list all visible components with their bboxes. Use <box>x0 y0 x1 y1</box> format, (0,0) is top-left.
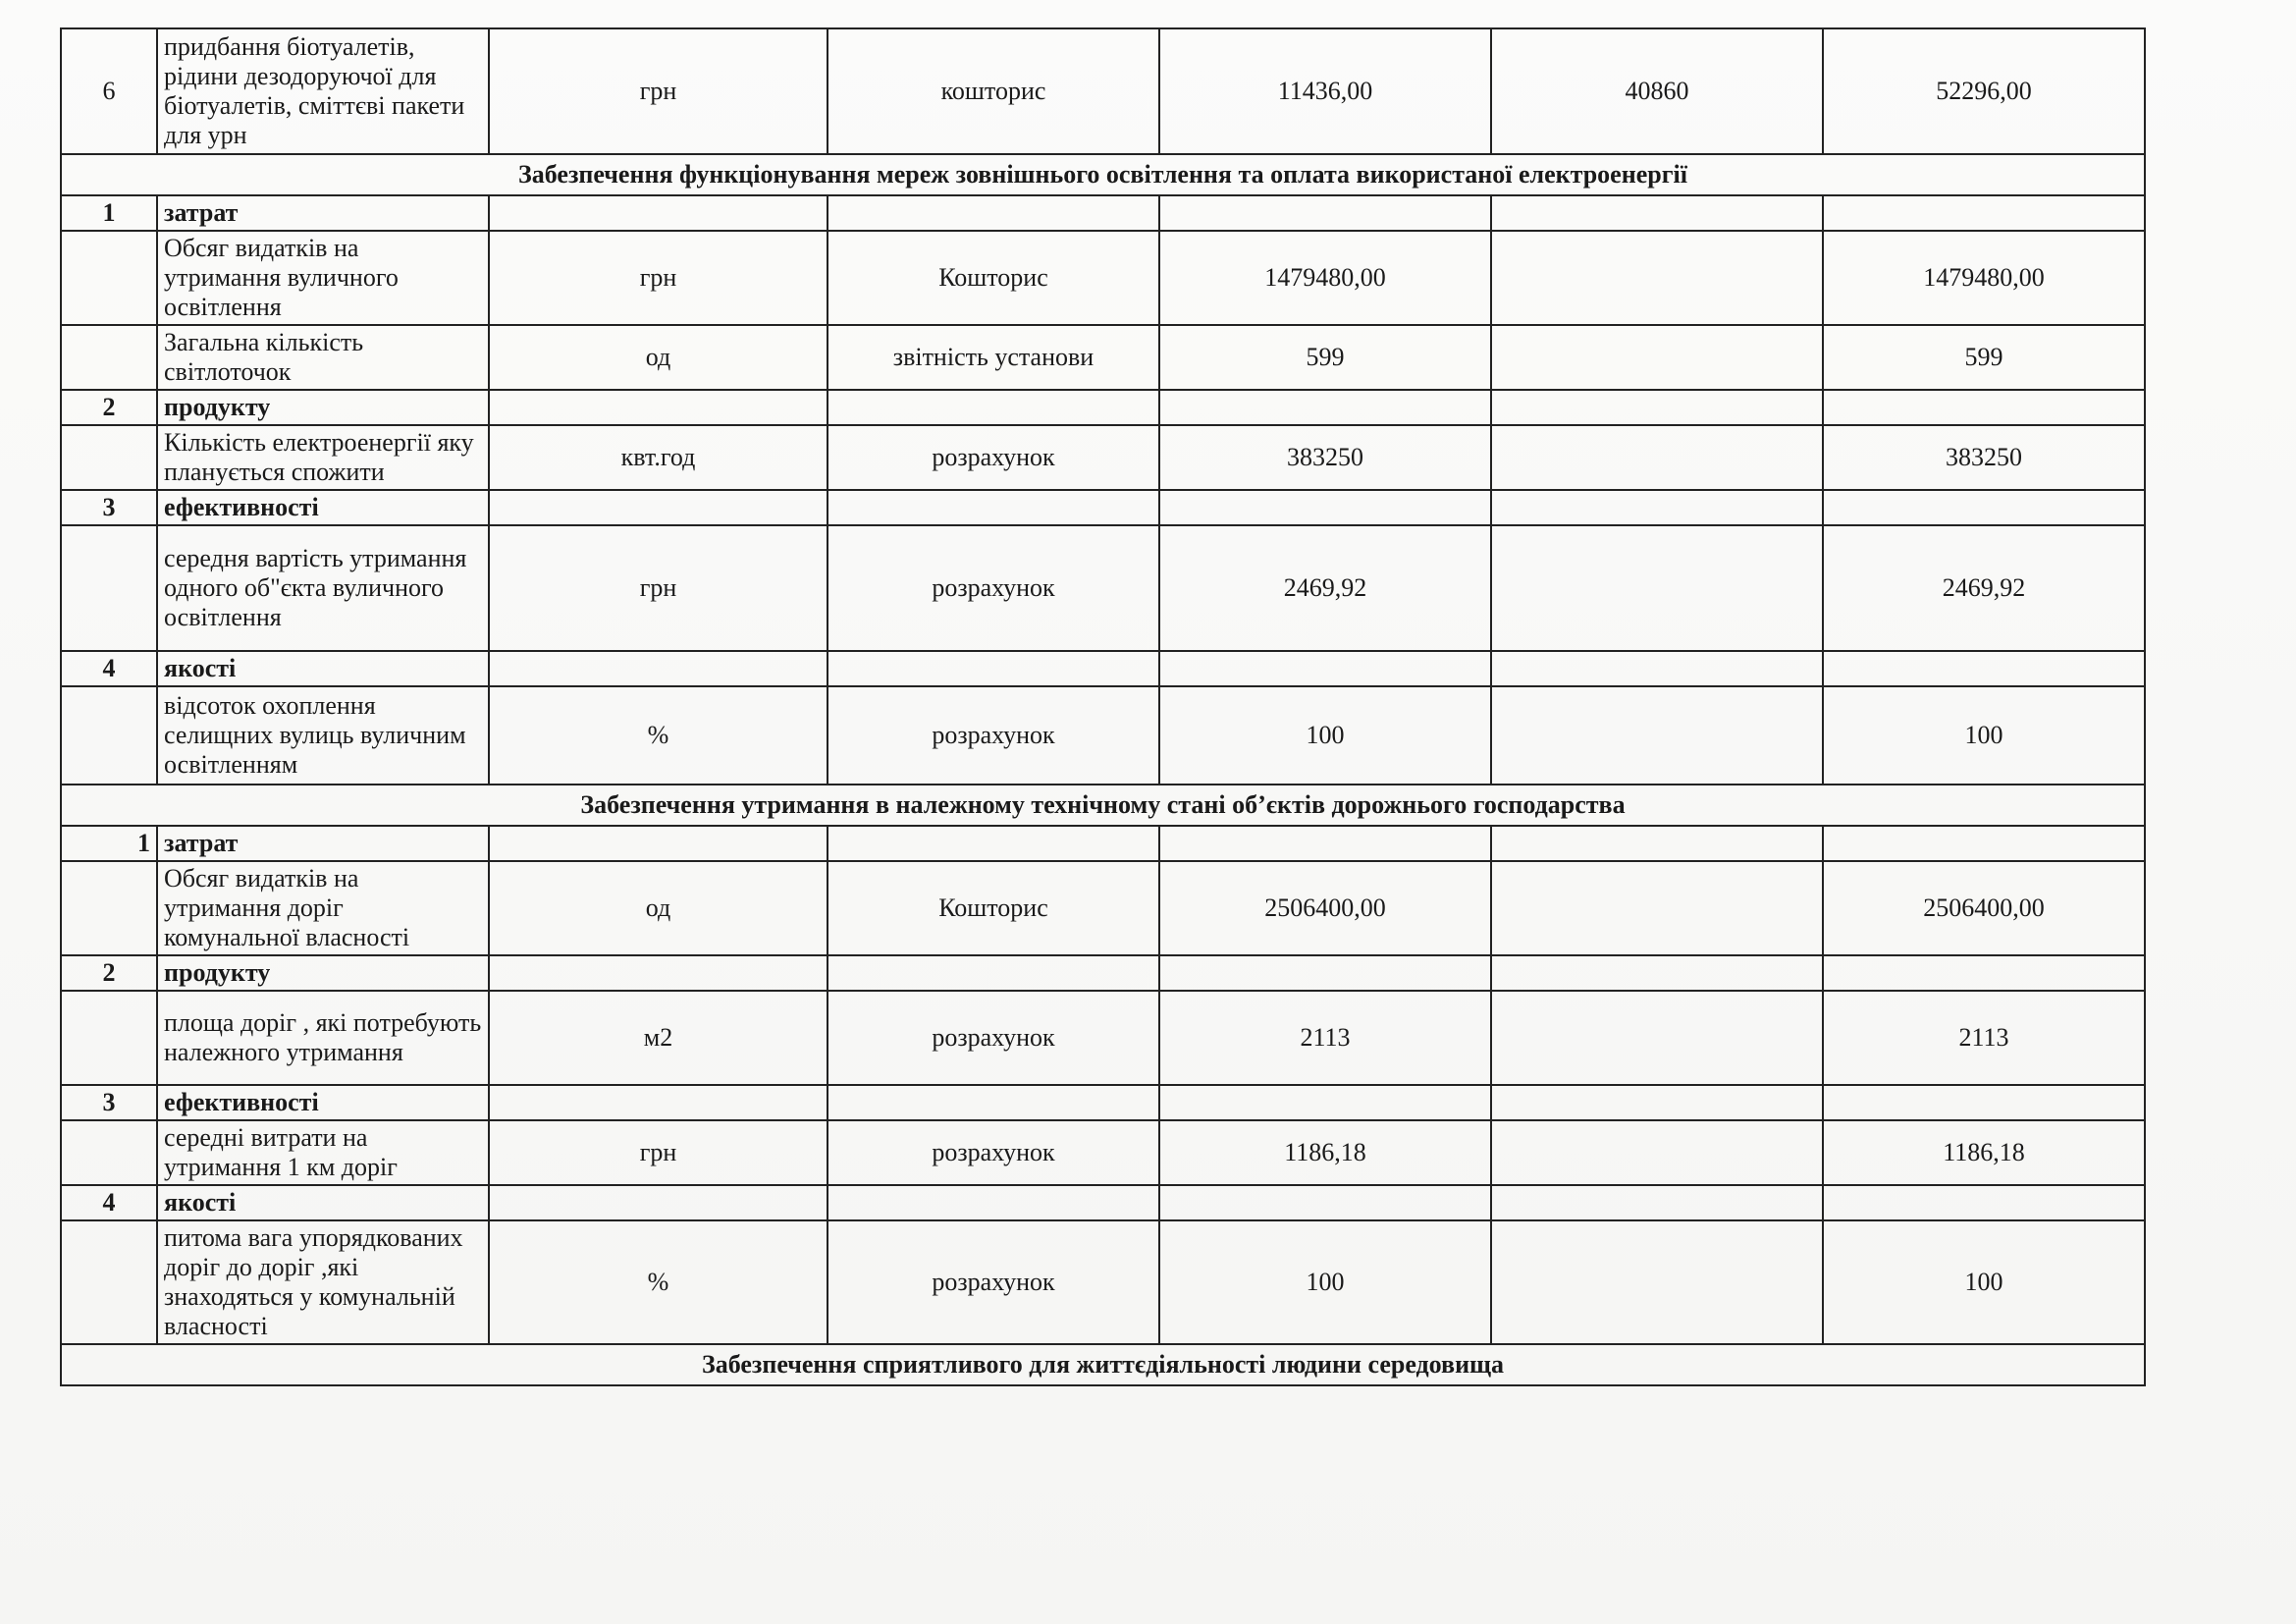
table-row <box>61 1120 2145 1185</box>
source-cell: Кошторис <box>828 861 1159 955</box>
value-total: 2113 <box>1823 991 2145 1085</box>
value-special-fund <box>1491 1120 1823 1185</box>
unit-cell: грн <box>489 525 828 651</box>
table-row <box>61 28 2145 154</box>
indicator-name: відсоток охоплення селищних вулиць вуличним освітленням <box>157 686 489 785</box>
indicator-name: Обсяг видатків на утримання доріг комунальної власності <box>157 861 489 955</box>
table-row <box>61 231 2145 325</box>
value-total: 52296,00 <box>1823 28 2145 154</box>
unit-cell: квт.год <box>489 425 828 490</box>
section-title: Забезпечення функціонування мереж зовнішнього освітлення та оплата використаної електроенергії <box>61 154 2145 195</box>
indicators-table <box>60 27 2146 1386</box>
group-number: 4 <box>61 1185 157 1220</box>
value-special-fund <box>1491 231 1823 325</box>
value-general-fund: 1479480,00 <box>1159 231 1491 325</box>
table-row <box>61 425 2145 490</box>
unit-cell: % <box>489 686 828 785</box>
source-cell: розрахунок <box>828 686 1159 785</box>
source-cell: розрахунок <box>828 425 1159 490</box>
value-special-fund <box>1491 686 1823 785</box>
value-special-fund <box>1491 525 1823 651</box>
value-special-fund <box>1491 425 1823 490</box>
value-general-fund: 383250 <box>1159 425 1491 490</box>
source-cell: кошторис <box>828 28 1159 154</box>
group-number: 1 <box>61 826 157 861</box>
unit-cell: грн <box>489 28 828 154</box>
group-label: ефективності <box>157 490 489 525</box>
group-label: якості <box>157 651 489 686</box>
unit-cell: грн <box>489 1120 828 1185</box>
group-row <box>61 195 2145 231</box>
group-row <box>61 390 2145 425</box>
indicator-name: Обсяг видатків на утримання вуличного освітлення <box>157 231 489 325</box>
indicator-name: питома вага упорядкованих доріг до доріг ,які знаходяться у комунальній власності <box>157 1220 489 1344</box>
value-general-fund: 2113 <box>1159 991 1491 1085</box>
group-number: 2 <box>61 390 157 425</box>
table-row <box>61 525 2145 651</box>
value-general-fund: 2506400,00 <box>1159 861 1491 955</box>
value-special-fund <box>1491 991 1823 1085</box>
group-number: 3 <box>61 490 157 525</box>
table-row <box>61 686 2145 785</box>
value-special-fund <box>1491 325 1823 390</box>
group-row <box>61 1185 2145 1220</box>
unit-cell: од <box>489 861 828 955</box>
value-total: 2469,92 <box>1823 525 2145 651</box>
indicator-name: Кількість електроенергії яку планується спожити <box>157 425 489 490</box>
section-title: Забезпечення сприятливого для життєдіяльності людини середовища <box>61 1344 2145 1385</box>
group-label: затрат <box>157 195 489 231</box>
value-general-fund: 1186,18 <box>1159 1120 1491 1185</box>
unit-cell: % <box>489 1220 828 1344</box>
group-label: затрат <box>157 826 489 861</box>
indicator-name: придбання біотуалетів, рідини дезодоруючої для біотуалетів, сміттєві пакети для урн <box>157 28 489 154</box>
indicator-name: Загальна кількість світлоточок <box>157 325 489 390</box>
group-number: 1 <box>61 195 157 231</box>
group-row <box>61 1085 2145 1120</box>
group-number: 3 <box>61 1085 157 1120</box>
unit-cell: м2 <box>489 991 828 1085</box>
value-total: 599 <box>1823 325 2145 390</box>
source-cell: Кошторис <box>828 231 1159 325</box>
group-row <box>61 955 2145 991</box>
value-total: 2506400,00 <box>1823 861 2145 955</box>
unit-cell: грн <box>489 231 828 325</box>
value-special-fund <box>1491 861 1823 955</box>
group-label: продукту <box>157 390 489 425</box>
table-row <box>61 991 2145 1085</box>
row-number: 6 <box>61 28 157 154</box>
source-cell: розрахунок <box>828 991 1159 1085</box>
table-row <box>61 325 2145 390</box>
value-general-fund: 100 <box>1159 1220 1491 1344</box>
source-cell: розрахунок <box>828 525 1159 651</box>
value-total: 383250 <box>1823 425 2145 490</box>
value-total: 1186,18 <box>1823 1120 2145 1185</box>
section-header <box>61 785 2145 826</box>
value-total: 100 <box>1823 686 2145 785</box>
indicator-name: середня вартість утримання одного об"єкта вуличного освітлення <box>157 525 489 651</box>
group-label: якості <box>157 1185 489 1220</box>
value-total: 100 <box>1823 1220 2145 1344</box>
table-row <box>61 861 2145 955</box>
value-general-fund: 599 <box>1159 325 1491 390</box>
group-label: продукту <box>157 955 489 991</box>
value-general-fund: 2469,92 <box>1159 525 1491 651</box>
value-general-fund: 11436,00 <box>1159 28 1491 154</box>
group-row <box>61 651 2145 686</box>
section-title: Забезпечення утримання в належному технічному стані об’єктів дорожнього господарства <box>61 785 2145 826</box>
unit-cell: од <box>489 325 828 390</box>
group-number: 2 <box>61 955 157 991</box>
group-row <box>61 490 2145 525</box>
value-special-fund: 40860 <box>1491 28 1823 154</box>
indicator-name: середні витрати на утримання 1 км доріг <box>157 1120 489 1185</box>
table-row <box>61 1220 2145 1344</box>
indicator-name: площа доріг , які потребують належного утримання <box>157 991 489 1085</box>
source-cell: розрахунок <box>828 1120 1159 1185</box>
value-special-fund <box>1491 1220 1823 1344</box>
section-header <box>61 154 2145 195</box>
group-row <box>61 826 2145 861</box>
group-number: 4 <box>61 651 157 686</box>
source-cell: звітність установи <box>828 325 1159 390</box>
source-cell: розрахунок <box>828 1220 1159 1344</box>
section-header <box>61 1344 2145 1385</box>
value-general-fund: 100 <box>1159 686 1491 785</box>
value-total: 1479480,00 <box>1823 231 2145 325</box>
group-label: ефективності <box>157 1085 489 1120</box>
